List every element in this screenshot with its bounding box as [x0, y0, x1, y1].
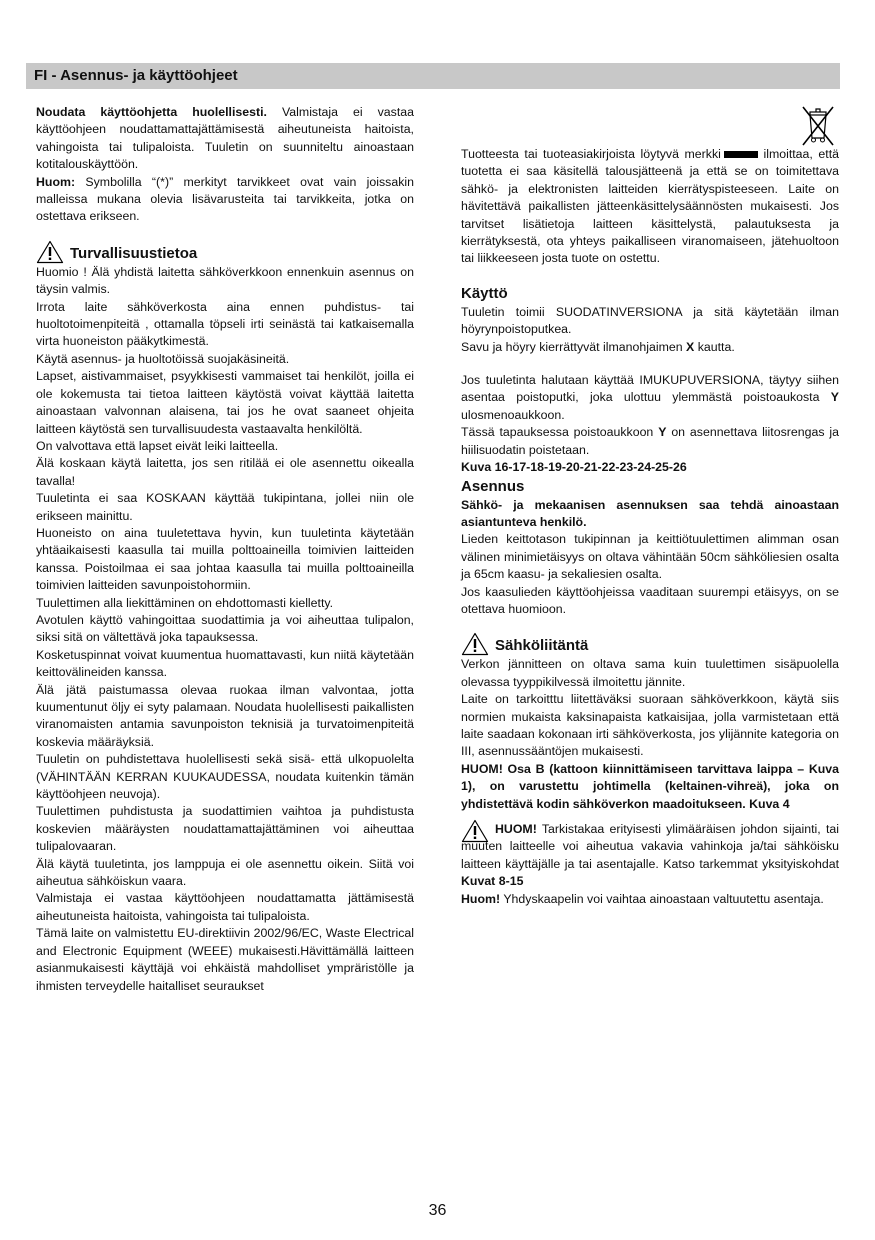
right-column — [461, 146, 839, 908]
intro-paragraph — [36, 104, 414, 174]
safety-paragraph: Tuuletinta ei saa KOSKAAN käyttää tukipintana, jollei niin ole erikseen mainittu. — [36, 491, 414, 523]
use-paragraph — [461, 372, 839, 424]
safety-paragraph: Lapset, aistivammaiset, psyykkisesti vammaiset tai henkilöt, joilla ei ole kokemusta tai tietoa laitteen käytöstä voivat käyttää laitetta ainoastaan valvonnan alaisena, tai jos he ovat saaneet ohjeita laitteen käytöstä sen turvallisuudesta vastaavalta henkilöltä. — [36, 369, 414, 436]
huom-text: Symbolilla “(*)” merkityt tarvikkeet ovat vain joissakin malleissa mukana olevia lisävarusteita tai tarvikkeita, jotka on ostettava erikseen. — [36, 174, 414, 224]
huom-paragraph — [36, 174, 414, 226]
safety-paragraph: Tämä laite on valmistettu EU-direktiivin 2002/96/EC, Waste Electrical and Electronic Equipment (WEEE) mukaisesti.Hävittämällä laitteen asianmukaisesti käyttäjä voi ehkäistä mahdolliset ympräristölle ja ihmisten terveydelle haitalliset seuraukset — [36, 926, 414, 993]
page-number: 36 — [428, 1202, 447, 1219]
weee-text: Tuotteesta tai tuoteasiakirjoista löytyvä merkki — [461, 147, 721, 161]
huom2-text: Tarkistakaa erityisesti ylimääräisen johdon sijainti, tai muuten laitteelle voi aiheutua vakavia vahinkoja ja/tai sähköisku laitteen käyttäjälle ja tai asentajalle. Katso tarkemmat yksityiskohdat — [461, 822, 839, 871]
electric-title: Sähköliitäntä — [495, 637, 589, 655]
safety-title: Turvallisuustietoa — [70, 244, 198, 262]
left-column — [36, 104, 414, 995]
safety-paragraph: Käytä asennus- ja huoltotöissä suojakäsineitä. — [36, 351, 290, 366]
safety-paragraph: Avotulen käyttö vahingoittaa suodattimia ja voi aiheuttaa tulipalon, siksi sitä on vältettävä joka tapauksessa. — [36, 612, 414, 645]
huom3-bold: Huom! — [461, 891, 501, 906]
page-header — [26, 63, 840, 89]
electric-paragraph: Laite on tarkoitttu liitettäväksi suoraan sähköverkkoon, käytä siis normien mukaista kaksinapaista katkaisijaa, jolla varmistetaan että laite saadaan kokonaan irti sähköverkosta, jos ylijännite kategoria on III, asennussääntöjen mukaisesti. — [461, 692, 839, 759]
huom3-paragraph — [461, 891, 839, 908]
weee-bar-icon — [724, 151, 758, 158]
warning-triangle-icon — [461, 632, 489, 656]
safety-paragraph: Huomio ! Älä yhdistä laitetta sähköverkkoon ennenkuin asennus on täysin valmis. — [36, 264, 414, 297]
use-text: Savu ja höyry kierrättyvät ilmanohjaimen — [461, 339, 683, 354]
use-paragraph: Tuuletin toimii SUODATINVERSIONA ja sitä käytetään ilman höyrynpoistoputkea. — [461, 304, 839, 337]
spacer — [461, 356, 839, 372]
electric-bold-text: HUOM! Osa B (kattoon kiinnittämiseen tarvittava laippa – Kuva 1), on varustettu johtimella (keltainen-vihreä), joka on yhdistettävä kodin sähköverkon maadoitukseen. Kuva 4 — [461, 761, 839, 811]
use-title: Käyttö — [461, 284, 508, 302]
use-text: kautta. — [697, 339, 735, 354]
use-text: Tässä tapauksessa poistoaukkoon — [461, 425, 654, 440]
electric-paragraph: Verkon jännitteen on oltava sama kuin tuulettimen sisäpuolella olevassa tyyppikilvessä ilmoitettu jännite. — [461, 657, 839, 689]
use-paragraph — [461, 424, 839, 459]
safety-paragraph: Älä jätä paistumassa olevaa ruokaa ilman valvontaa, jotta kuumentunut öljy ei syty palamaan. Noudata huolellisesti paikallisten viranomaisten antamia savunpoiston teknisiä ja turvatoimenpiteitä koskevia määräyksiä. — [36, 682, 414, 749]
safety-heading — [36, 240, 414, 264]
spacer — [461, 268, 839, 284]
weee-text-cont: ilmoittaa, että tuotetta ei saa käsitellä talousjätteenä ja että se on toimitettava sähkö- ja elektronisten laitteiden kierrätyspisteeseen. Laite on hävitettävä paikallisten jätteenkäsittelysäännösten mukaisesti. Jos tarvitset lisätietoja laitteen käsittelystä, palautuksesta ja kierrätyksestä, ota yhteys paikalliseen viranomaiseen, jätehuoltoon tai liikkeeseen josta tuote on ostettu. — [461, 147, 840, 266]
use-letter-x: X — [686, 339, 695, 354]
safety-paragraph: Tuulettimen puhdistusta ja suodattimien vaihtoa ja puhdistusta koskevien määräysten noudattamattajättäminen voi aiheuttaa tulipalovaaran. — [36, 804, 414, 854]
use-figures — [461, 459, 839, 476]
intro-bold: Noudata käyttöohjetta huolellisesti. — [36, 105, 267, 119]
use-text: ulosmenoaukkoon. — [461, 407, 565, 422]
safety-paragraph: Tuulettimen alla liekittäminen on ehdottomasti kielletty. — [36, 595, 334, 610]
warning-triangle-icon — [36, 240, 64, 264]
safety-paragraph: Irrota laite sähköverkosta aina ennen puhdistus- tai huoltotoimenpiteitä , ottamalla töpseli irti seinästä tai katkaisemalla virta huoneiston pääkytkimestä. — [36, 299, 414, 349]
crossed-out-bin-icon — [800, 104, 836, 148]
safety-paragraph: Kosketuspinnat voivat kuumentua huomattavasti, kun niitä käytetään keittovälineiden kanssa. — [36, 647, 414, 680]
safety-paragraph: Valmistaja ei vastaa käyttöohjeen noudattamatta jättämisestä aiheutuneista haitoista, vahingoista tai tulipaloista. — [36, 891, 414, 923]
huom2-paragraph — [461, 821, 839, 891]
install-bold-text: Sähkö- ja mekaanisen asennuksen saa tehdä ainoastaan asiantunteva henkilö. — [461, 497, 839, 529]
use-paragraph — [461, 339, 839, 356]
use-letter-y: Y — [830, 390, 839, 405]
install-title: Asennus — [461, 477, 525, 495]
huom2-bold: HUOM! — [495, 822, 537, 836]
safety-paragraph: Huoneisto on aina tuuletettava hyvin, kun tuuletinta käytetään yhtäaikaisesti kaasulla tai muilla polttoaineilla toimivien laitteiden kanssa. Poistoilmaa ei saa johtaa kaasulla tai muilla polttoaineilla toimivien laitteiden savunpoistohormiin. — [36, 525, 414, 593]
install-bold — [461, 497, 839, 532]
install-paragraph: Lieden keittotason tukipinnan ja keittiötuulettimen alimman osan välinen minimietäisyys on oltava vähintään 50cm sähköliesien osalta ja 65cm kaasu- ja sekaliesien osalta. — [461, 532, 839, 582]
huom-bold: Huom: — [36, 174, 76, 189]
safety-paragraph: Älä koskaan käytä laitetta, jos sen ritilää ei ole asennettu oikealla tavalla! — [36, 456, 414, 488]
weee-paragraph — [461, 146, 839, 268]
huom2-figs: Kuvat 8-15 — [461, 874, 524, 889]
use-letter-y: Y — [658, 425, 667, 440]
electric-heading — [461, 632, 839, 656]
safety-paragraph: On valvottava että lapset eivät leiki laitteella. — [36, 438, 279, 453]
safety-paragraph: Tuuletin on puhdistettava huolellisesti sekä sisä- että ulkopuolelta (VÄHINTÄÄN KERRAN KUUKAUDESSA, noudata kuitenkin tämän käyttöohjeen neuvoja). — [36, 752, 414, 802]
huom3-text: Yhdyskaapelin voi vaihtaa ainoastaan valtuutettu asentaja. — [503, 891, 824, 906]
use-text: on asennettava liitosrengas ja hiilisuodatin poistetaan. — [461, 425, 839, 457]
use-text: Jos tuuletinta halutaan käyttää IMUKUPUVERSIONA, täytyy siihen asentaa poistoputki, joka ulottuu ylemmästä poistoaukosta — [461, 373, 839, 405]
use-figures-text: Kuva 16-17-18-19-20-21-22-23-24-25-26 — [461, 460, 687, 475]
electric-bold — [461, 761, 839, 813]
safety-paragraph: Älä käytä tuuletinta, jos lamppuja ei ole asennettu oikein. Siitä voi aiheutua sähköiskun vaara. — [36, 856, 414, 889]
intro-text: Valmistaja ei vastaa käyttöohjeen noudattamattajättämisestä aiheutuneista haitoista, vahingoista tai tulipaloista. Tuuletin on suunniteltu ainoastaan kotitalouskäyttöön. — [36, 105, 414, 172]
page-header-title: FI - Asennus- ja käyttöohjeet — [34, 67, 238, 84]
install-paragraph: Jos kaasulieden käyttöohjeissa vaaditaan suurempi etäisyys, on se otettava huomioon. — [461, 584, 839, 616]
